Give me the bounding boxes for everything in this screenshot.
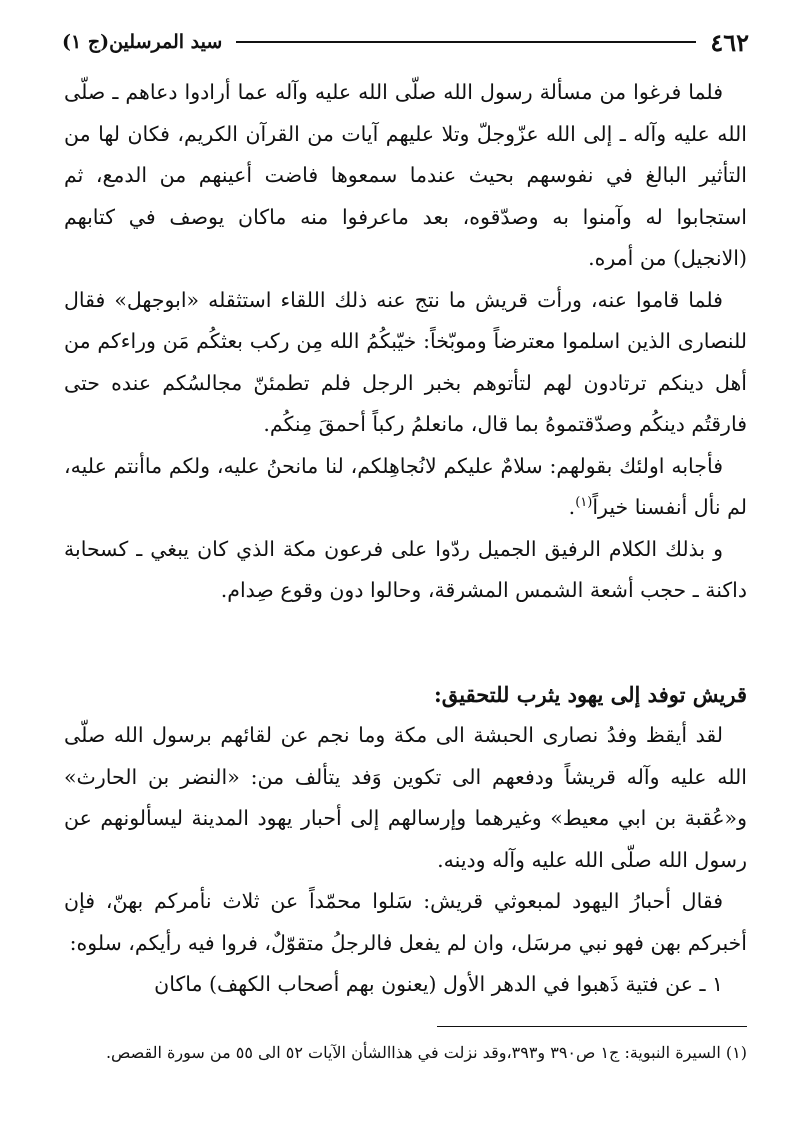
paragraph: فلما فرغوا من مسألة رسول الله صلّى الله عليه وآله عما أرادوا دعاهم ـ صلّى الله عليه وآله ـ إلى الله عزّوجلّ وتلا عليهم آيات من القرآن الكريم، فكان لها من التأثير البالغ في نفوسهم بحيث عندما سمعوها فاضت أعينهم من الدمع، ثم استجابوا له وآمنوا به وصدّقوه، بعد ماعرفوا منه ماكان يوصف في كتابهم (الانجيل) من أمره. xyxy=(64,80,747,270)
paragraph: ١ ـ عن فتية ذَهبوا في الدهر الأول (يعنون بهم أصحاب الكهف) ماكان xyxy=(154,972,723,996)
section-heading: قريش توفد إلى يهود يثرب للتحقيق: xyxy=(433,681,747,707)
paragraph-text: فأجابه اولئك بقولهم: سلامٌ عليكم لانُجاهِلكم، لنا مانحنُ عليه، ولكم ماأنتم عليه، لم نأل أنفسنا خيراً xyxy=(64,453,747,519)
paragraph: فقال أحبارُ اليهود لمبعوثي قريش: سَلوا محمّداً عن ثلاث نأمركم بهنّ، فإن أخبركم بهن فهو نبي مرسَل، وان لم يفعل فالرجلُ متقوّلٌ، فروا فيه رأيكم، سلوه: xyxy=(64,889,747,955)
paragraph-tail: . xyxy=(568,495,576,519)
page-header xyxy=(62,22,749,62)
main-text xyxy=(64,72,747,1006)
paragraph: لقد أيقظ وفدُ نصارى الحبشة الى مكة وما نجم عن لقائهم برسول الله صلّى الله عليه وآله قريشاً ودفعهم الى تكوين وَفد يتألف من: «النضر بن الحارث» و«عُقبة بن ابي معيط» وغيرهما وإرسالهم إلى أحبار يهود المدينة ليسألونهم عن رسول الله صلّى الله عليه وآله ودينه. xyxy=(64,723,747,872)
paragraph xyxy=(64,446,747,529)
header-rule xyxy=(236,41,696,43)
section-gap xyxy=(64,612,747,674)
running-book-title: سيد المرسلين(ج ١) xyxy=(62,31,223,53)
paragraph: فلما قاموا عنه، ورأت قريش ما نتج عنه ذلك اللقاء استثقله «ابوجهل» فقال للنصارى الذين اسلموا معترضاً وموبّخاً: خيّبكُمُ الله مِن ركب بعثكُم مَن وراءكم من أهل دينكم ترتادون لهم لتأتوهم بخبر الرجل فلم تطمئنّ مجالسُكم عنده حتى فارقتُم دينكُم وصدّقتموهُ بما قال، مانعلمُ ركباً أحمقَ مِنكُم. xyxy=(64,287,747,436)
page-number: ٤٦٢ xyxy=(710,27,749,57)
footnote: (١) السيرة النبوية: ج١ ص٣٩٠ و٣٩٣،وقد نزلت في هذاالشأن الآيات ٥٢ الى ٥٥ من سورة القصص. xyxy=(105,1043,747,1062)
footnote-separator xyxy=(437,1026,747,1027)
footnote-reference: (١) xyxy=(575,495,593,511)
paragraph: و بذلك الكلام الرفيق الجميل ردّوا على فرعون مكة الذي كان يبغي ـ كسحابة داكنة ـ حجب أشعة الشمس المشرقة، وحالوا دون وقوع صِدام. xyxy=(64,536,747,602)
